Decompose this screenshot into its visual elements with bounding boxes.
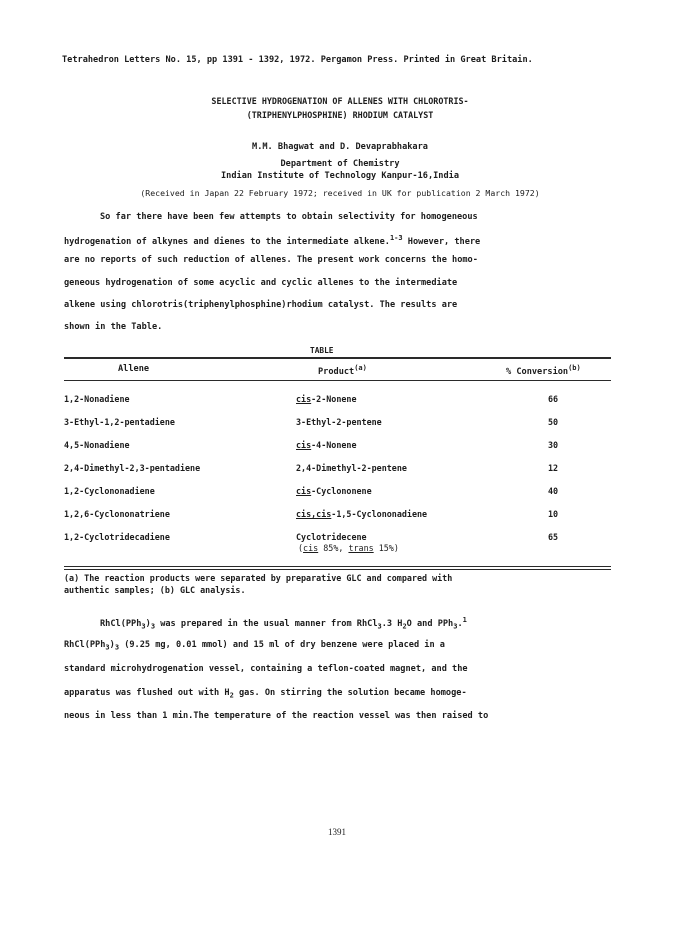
- subscript: 3: [105, 643, 110, 652]
- subscript: 3: [150, 622, 156, 631]
- product-text: Cyclotridecene: [296, 532, 367, 542]
- detail-trans: trans: [348, 543, 374, 553]
- reference-marker: 1: [462, 616, 467, 624]
- intro-line-2: [64, 234, 480, 247]
- body-text: O and PPh: [406, 618, 454, 629]
- authors: M.M. Bhagwat and D. Devaprabhakara: [252, 142, 428, 152]
- row-2-conversion: 50: [548, 417, 559, 427]
- body-line-1: [100, 616, 467, 631]
- row-1-product: [296, 394, 357, 404]
- table-bottom-rule-2: [64, 569, 611, 570]
- header-conversion-note: (b): [568, 364, 581, 372]
- row-5-conversion: 40: [548, 486, 559, 496]
- subscript: 3: [377, 622, 382, 631]
- body-line-2: [64, 640, 445, 652]
- subscript: 3: [453, 622, 458, 631]
- row-3-allene: 4,5-Nonadiene: [64, 440, 130, 450]
- row-7-product-detail: [298, 543, 399, 553]
- row-7-product: [296, 532, 367, 542]
- intro-line-3: are no reports of such reduction of allenes. The present work concerns the homo-: [64, 255, 478, 265]
- row-5-product: [296, 486, 372, 496]
- received-dates: (Received in Japan 22 February 1972; received in UK for publication 2 March 1972): [140, 188, 540, 198]
- body-text: .: [457, 618, 463, 629]
- body-text: was prepared in the usual manner from RhCl: [155, 618, 378, 629]
- intro-line-2-text: hydrogenation of alkynes and dienes to the intermediate alkene.: [64, 236, 390, 247]
- intro-line-2-end: However, there: [402, 236, 481, 247]
- row-7-allene: 1,2-Cyclotridecadiene: [64, 532, 170, 542]
- row-1-conversion: 66: [548, 394, 559, 404]
- detail-cis: cis: [303, 543, 319, 553]
- row-5-allene: 1,2-Cyclononadiene: [64, 486, 155, 496]
- product-text: 3-Ethyl-2-pentene: [296, 417, 382, 427]
- row-7-conversion: 65: [548, 532, 559, 542]
- row-6-conversion: 10: [548, 509, 559, 519]
- intro-line-4: geneous hydrogenation of some acyclic and cyclic allenes to the intermediate: [64, 278, 458, 288]
- detail-text: 85%,: [318, 543, 349, 553]
- product-text: -2-Nonene: [311, 394, 357, 404]
- row-2-allene: 3-Ethyl-1,2-pentadiene: [64, 417, 175, 427]
- reference-marker: 1-3: [389, 234, 403, 242]
- row-2-product: [296, 417, 382, 427]
- body-line-4: [64, 688, 467, 700]
- row-4-allene: 2,4-Dimethyl-2,3-pentadiene: [64, 463, 201, 473]
- subscript: 2: [229, 691, 234, 700]
- row-6-allene: 1,2,6-Cyclononatriene: [64, 509, 170, 519]
- header-conversion-label: % Conversion: [506, 366, 569, 377]
- row-6-product: [296, 509, 427, 519]
- row-1-allene: 1,2-Nonadiene: [64, 394, 130, 404]
- body-text: .3 H: [381, 618, 403, 629]
- product-stereo: cis,cis: [296, 509, 332, 519]
- body-text: (9.25 mg, 0.01 mmol) and 15 ml of dry benzene were placed in a: [119, 640, 445, 650]
- detail-text: (: [298, 543, 304, 553]
- header-product: [318, 364, 367, 377]
- header-product-note: (a): [354, 364, 367, 372]
- product-text: 2,4-Dimethyl-2-pentene: [296, 463, 407, 473]
- intro-line-6: shown in the Table.: [64, 322, 163, 332]
- body-text: ): [109, 640, 115, 650]
- intro-line-1: So far there have been few attempts to obtain selectivity for homogeneous: [100, 212, 478, 222]
- body-line-3: standard microhydrogenation vessel, containing a teflon-coated magnet, and the: [64, 664, 468, 674]
- table-caption: TABLE: [310, 346, 334, 355]
- row-4-conversion: 12: [548, 463, 559, 473]
- product-stereo: cis: [296, 486, 312, 496]
- subscript: 2: [402, 622, 407, 631]
- subscript: 3: [141, 622, 146, 631]
- product-stereo: cis: [296, 394, 312, 404]
- body-line-5: neous in less than 1 min.The temperature of the reaction vessel was then raised to: [64, 711, 489, 721]
- affiliation-line-1: Department of Chemistry: [280, 159, 400, 169]
- body-text: gas. On stirring the solution became homoge-: [233, 688, 467, 698]
- table-bottom-rule-1: [64, 566, 611, 567]
- table-top-rule: [64, 357, 611, 359]
- paper-title-line-2: (TRIPHENYLPHOSPHINE) RHODIUM CATALYST: [246, 110, 434, 120]
- body-text: apparatus was flushed out with H: [64, 688, 230, 698]
- body-text: RhCl(PPh: [100, 618, 142, 629]
- row-3-product: [296, 440, 357, 450]
- paper-title-line-1: SELECTIVE HYDROGENATION OF ALLENES WITH CHLOROTRIS-: [211, 96, 469, 106]
- product-text: -Cyclononene: [311, 486, 372, 496]
- page-number: 1391: [328, 827, 346, 837]
- header-allene: Allene: [118, 364, 150, 374]
- affiliation-line-2: Indian Institute of Technology Kanpur-16,India: [221, 171, 459, 181]
- body-text: ): [145, 618, 151, 629]
- body-text: RhCl(PPh: [64, 640, 106, 650]
- header-conversion: [506, 364, 581, 377]
- product-stereo: cis: [296, 440, 312, 450]
- row-3-conversion: 30: [548, 440, 559, 450]
- subscript: 3: [114, 643, 120, 652]
- footnote-line-1: (a) The reaction products were separated by preparative GLC and compared with: [64, 573, 453, 583]
- product-text: -1,5-Cyclononadiene: [331, 509, 428, 519]
- detail-text: 15%): [373, 543, 399, 553]
- journal-header: Tetrahedron Letters No. 15, pp 1391 - 1392, 1972. Pergamon Press. Printed in Great Britain.: [62, 55, 533, 65]
- footnote-line-2: authentic samples; (b) GLC analysis.: [64, 585, 246, 595]
- product-text: -4-Nonene: [311, 440, 357, 450]
- header-product-label: Product: [318, 366, 355, 377]
- intro-line-5: alkene using chlorotris(triphenylphosphine)rhodium catalyst. The results are: [64, 300, 458, 310]
- table-header-rule: [64, 380, 611, 381]
- row-4-product: [296, 463, 407, 473]
